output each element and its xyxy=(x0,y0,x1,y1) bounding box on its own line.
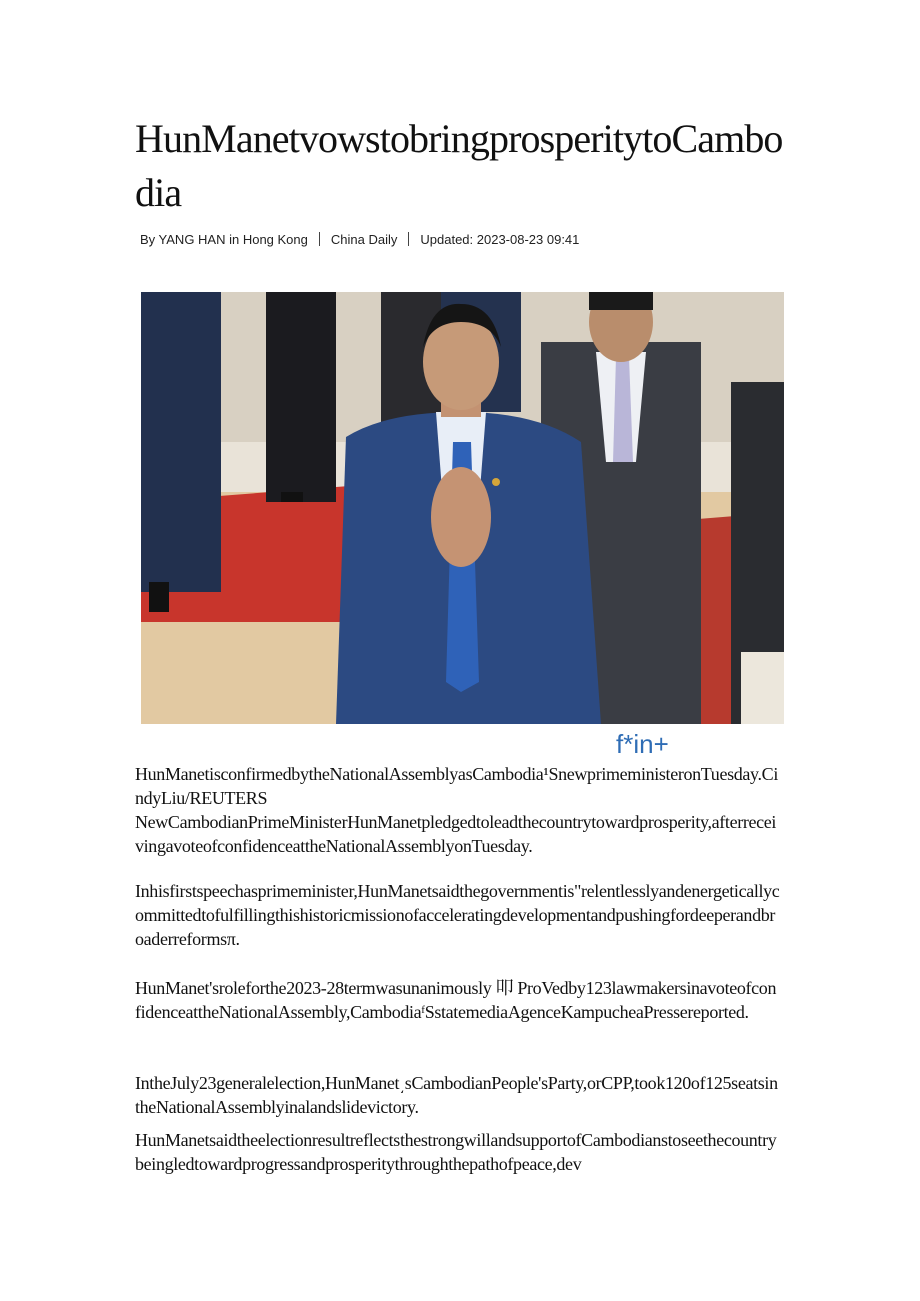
article-paragraph: NewCambodianPrimeMinisterHunManetpledgedtoleadthecountrytowardprosperity,afterreceivingavoteofconfidenceattheNationalAssemblyonTuesday. xyxy=(135,812,777,856)
byline-divider xyxy=(408,232,409,246)
article-paragraph: Inhisfirstspeechasprimeminister,HunManetsaidthegovernmentis"relentlesslyandenergeticallycommittedtofulfillingthishistoricmissionofacceleratingdevelopmentandpushingfordeeperandbroaderreformsπ. xyxy=(135,881,780,949)
article-paragraph: HunManet'sroleforthe2023-28termwasunanimously 叩 ProVedby123lawmakersinavoteofconfidenceattheNationalAssembly,CambodiaᶠSstatemediaAgenceKampucheaPressereported. xyxy=(135,978,777,1022)
source-name[interactable]: China Daily xyxy=(330,231,398,247)
article-paragraph: IntheJuly23generalelection,HunManet͵sCambodianPeople'sParty,orCPP,took120of125seatsintheNationalAssemblyinalandslidevictory. xyxy=(135,1073,778,1117)
article-paragraph: HunManetsaidtheelectionresultreflectsthestrongwillandsupportofCambodianstoseethecountrybeingledtowardprogressandprosperitythroughthepathofpeace,dev xyxy=(135,1130,777,1174)
photo-caption: HunManetisconfirmedbytheNationalAssemblyasCambodia¹SnewprimeministeronTuesday.CindyLiu/REUTERS xyxy=(135,764,778,808)
photo-illustration xyxy=(141,292,784,724)
author-name[interactable]: By YANG HAN in Hong Kong xyxy=(140,231,308,247)
share-links[interactable]: f*in+ xyxy=(616,729,669,759)
article-title: HunManetvowstobringprosperitytoCambodia xyxy=(135,116,783,215)
byline-divider xyxy=(319,232,320,246)
byline xyxy=(140,231,579,247)
updated-timestamp: Updated: 2023-08-23 09:41 xyxy=(420,231,580,247)
article-photo xyxy=(141,292,784,724)
